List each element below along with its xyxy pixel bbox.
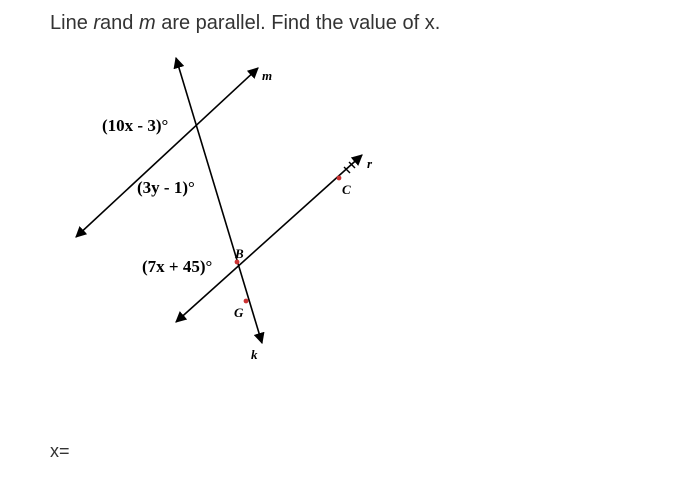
angle-label-bottom: (7x + 45)° bbox=[142, 257, 213, 276]
angle-label-middle: (3y - 1)° bbox=[137, 178, 195, 197]
point-g-dot bbox=[244, 299, 249, 304]
transversal-k bbox=[176, 58, 262, 343]
line-r-label: r bbox=[367, 156, 373, 171]
line-m bbox=[76, 68, 258, 237]
line-r bbox=[176, 155, 362, 322]
line-m-variable: m bbox=[138, 12, 156, 34]
point-c-label: C bbox=[342, 182, 351, 197]
line-k-label: k bbox=[251, 347, 258, 362]
question-part-2: and bbox=[100, 12, 139, 34]
question-part-1: Line bbox=[50, 12, 94, 34]
line-m-label: m bbox=[262, 68, 273, 83]
answer-label: x= bbox=[50, 441, 70, 461]
point-c-dot bbox=[337, 176, 342, 181]
point-g-label: G bbox=[234, 305, 244, 320]
angle-label-top: (10x - 3)° bbox=[102, 116, 169, 135]
point-b-label: B bbox=[235, 246, 244, 261]
question-part-3: are parallel. Find the value of x. bbox=[155, 12, 441, 34]
line-r-variable: r bbox=[93, 12, 101, 34]
answer-input[interactable] bbox=[76, 438, 204, 462]
